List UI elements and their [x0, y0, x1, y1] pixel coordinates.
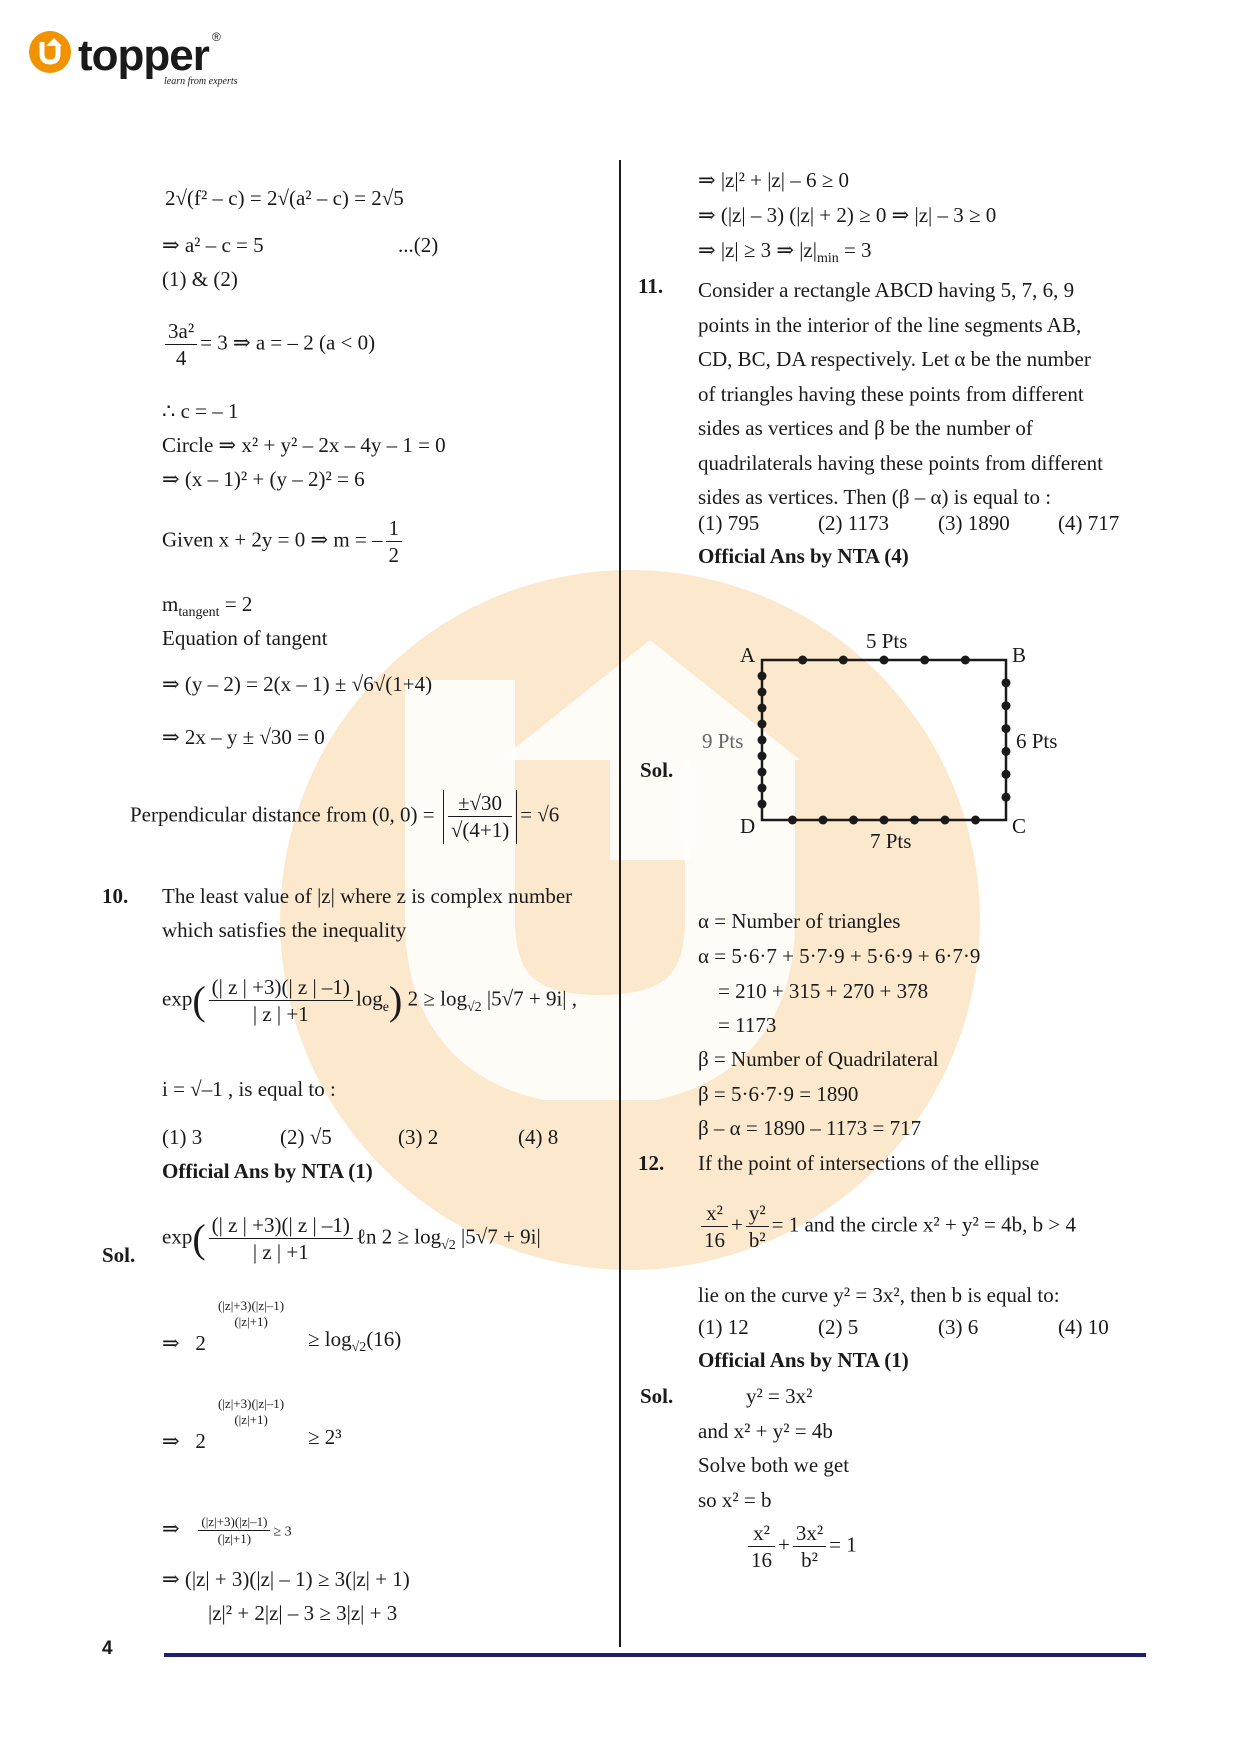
interior-points — [758, 656, 1011, 825]
left-point — [758, 704, 767, 713]
question-11-text — [698, 273, 1103, 515]
question-11-official-answer: Official Ans by NTA (4) — [698, 544, 909, 568]
right-point — [1002, 747, 1011, 756]
vertex-a-label: A — [740, 643, 756, 667]
right-point — [1002, 678, 1011, 687]
bottom-point — [849, 816, 858, 825]
fraction-x2-16-sol: $\frac{\text{x²}}{16}$ — [748, 1520, 775, 1574]
solution-12-step-4: so x² = b — [698, 1488, 772, 1512]
solution-10-label: Sol. — [102, 1243, 136, 1267]
right-point — [1002, 770, 1011, 779]
question-10-option-3: (3) 2 — [398, 1125, 439, 1149]
solution-10-step-2-rhs: ≥ $\log_{√2}(16)$ — [308, 1327, 402, 1356]
solution-10-step-8: ⇒ (|z| – 3) (|z| + 2) ≥ 0 ⇒ |z| – 3 ≥ 0 — [698, 203, 997, 227]
fraction-distance: $\frac{\pm√30}{√(4+1)}$ — [443, 790, 517, 844]
solution-12-label: Sol. — [640, 1384, 674, 1408]
beta-minus-alpha: β – α = 1890 – 1173 = 717 — [698, 1116, 922, 1140]
eq-a2-c: ⇒ a² – c = 5 — [162, 233, 264, 257]
beta-definition: β = Number of Quadrilateral — [698, 1047, 939, 1071]
question-12-option-1: (1) 12 — [698, 1315, 749, 1339]
solution-10-step-7: ⇒ |z|² + |z| – 6 ≥ 0 — [698, 168, 849, 192]
question-11-line: sides as vertices. Then (β – α) is equal to : — [698, 485, 1052, 509]
top-points-label: 5 Pts — [866, 629, 908, 653]
question-10-option-4: (4) 8 — [518, 1125, 559, 1149]
question-12-line-3: lie on the curve y² = 3x², then b is equal to: — [698, 1283, 1060, 1307]
solution-11-label: Sol. — [640, 758, 674, 782]
eq-m-tangent: $m_{tangent} = 2$ — [162, 592, 253, 621]
fraction-x2-16: $\frac{\text{x²}}{16}$ — [701, 1200, 728, 1254]
right-point — [1002, 793, 1011, 802]
registered-mark: ® — [212, 30, 221, 44]
question-12-ellipse: $\frac{\text{x²}}{16}$ + $\frac{\text{y²}}{\text{b²}}$ = 1 and the circle x² + y² = 4b, b > 4 — [698, 1200, 1076, 1254]
bottom-point — [880, 816, 889, 825]
bottom-point — [819, 816, 828, 825]
solution-10-step-3: ⇒ 2 — [162, 1429, 206, 1453]
question-11-option-3: (3) 1890 — [938, 511, 1010, 535]
left-point — [758, 736, 767, 745]
question-11-line: quadrilaterals having these points from different — [698, 450, 1103, 475]
fraction-half: $\frac{1}{2}$ — [386, 515, 403, 569]
bottom-point — [788, 816, 797, 825]
column-divider — [619, 160, 621, 1647]
question-11-line: points in the interior of the line segments AB, — [698, 312, 1082, 337]
brand-logo — [28, 30, 72, 80]
eq-given-line: Given x + 2y = 0 ⇒ m = – $\frac{1}{2}$ — [162, 515, 405, 569]
left-point — [758, 800, 767, 809]
question-12-option-2: (2) 5 — [818, 1315, 859, 1339]
right-point — [1002, 701, 1011, 710]
eq-tangent-1: ⇒ (y – 2) = 2(x – 1) ± √6√(1+4) — [162, 672, 433, 696]
question-10-line-2: which satisfies the inequality — [162, 918, 407, 942]
solution-12-step-5: $\frac{\text{x²}}{16}$ + $\frac{\text{3x²}}{\text{b²}}$ = 1 — [745, 1520, 857, 1574]
alpha-value: = 1173 — [718, 1013, 777, 1037]
left-point — [758, 784, 767, 793]
left-point — [758, 752, 767, 761]
eq-ref-2: ...(2) — [398, 233, 439, 257]
question-11-line: sides as vertices and β be the number of — [698, 416, 1033, 440]
right-point — [1002, 724, 1011, 733]
question-11-line: of triangles having these points from different — [698, 381, 1084, 406]
solution-10-step-9: ⇒ |z| ≥ 3 ⇒ $|z|_{min} = 3$ — [698, 238, 872, 267]
solution-10-step-4: ⇒ $\frac{(|z|+3)(|z|-1)}{(|z|+1)}$ ≥ 3 — [162, 1514, 292, 1547]
top-point — [961, 656, 970, 665]
question-10-option-2: (2) √5 — [280, 1125, 332, 1149]
question-10-number: 10. — [102, 884, 129, 908]
brand-name: topper — [78, 31, 209, 80]
question-10-official-answer: Official Ans by NTA (1) — [162, 1159, 373, 1183]
eq-tangent-2: ⇒ 2x – y ± √30 = 0 — [162, 725, 325, 749]
question-11-number: 11. — [638, 274, 664, 298]
question-10-line-1: The least value of |z| where z is complex number — [162, 884, 573, 908]
question-12-line-1: If the point of intersections of the ellipse — [698, 1151, 1040, 1175]
solution-12-step-2: and x² + y² = 4b — [698, 1419, 833, 1443]
left-points-label: 9 Pts — [702, 729, 744, 753]
eq-radicals: 2√(f² – c) = 2√(a² – c) = 2√5 — [165, 186, 404, 210]
heading-equation-of-tangent: Equation of tangent — [162, 626, 328, 650]
left-point — [758, 672, 767, 681]
question-11-line: CD, BC, DA respectively. Let α be the number — [698, 347, 1091, 371]
topper-logo-icon — [28, 30, 72, 74]
vertex-c-label: C — [1012, 814, 1027, 838]
question-10-i-def: i = √–1 , is equal to : — [162, 1077, 336, 1101]
alpha-definition: α = Number of triangles — [698, 909, 901, 933]
bottom-point — [971, 816, 980, 825]
solution-10-step-6: |z|² + 2|z| – 3 ≥ 3|z| + 3 — [208, 1601, 398, 1625]
eq-circle: Circle ⇒ x² + y² – 2x – 4y – 1 = 0 — [162, 433, 446, 457]
page-number: 4 — [102, 1638, 113, 1659]
question-12-option-3: (3) 6 — [938, 1315, 979, 1339]
top-point — [839, 656, 848, 665]
question-11-option-2: (2) 1173 — [818, 511, 889, 535]
vertex-b-label: B — [1012, 643, 1027, 667]
question-11-option-4: (4) 717 — [1058, 511, 1120, 535]
alpha-sum: = 210 + 315 + 270 + 378 — [718, 979, 929, 1003]
rectangle-abcd — [762, 660, 1006, 820]
question-11-line: Consider a rectangle ABCD having 5, 7, 6, 9 — [698, 278, 1075, 302]
fraction-step-4: $\frac{(|z|+3)(|z|-1)}{(|z|+1)}$ — [198, 1514, 270, 1548]
vertex-d-label: D — [740, 814, 756, 838]
top-point — [798, 656, 807, 665]
solution-10-step-5: ⇒ (|z| + 3)(|z| – 1) ≥ 3(|z| + 1) — [162, 1567, 410, 1591]
question-10-inequality: exp( $\frac{(| z | +3)(| z | -1)}{| z | +1}$ $\log_e$) $2 \ge \log_{√2} |5√7 + 9i|$ , — [162, 975, 578, 1027]
solution-10-exponent-2: (|z|+3)(|z|–1) (|z|+1) — [218, 1298, 285, 1330]
eq-circle-std: ⇒ (x – 1)² + (y – 2)² = 6 — [162, 467, 365, 491]
top-point — [920, 656, 929, 665]
left-point — [758, 768, 767, 777]
top-point — [880, 656, 889, 665]
solution-12-step-3: Solve both we get — [698, 1453, 850, 1477]
fraction-z-sol: $\frac{(| z | +3)(| z | -1)}{| z | +1}$ — [209, 1212, 353, 1266]
fraction-3x2-b2: $\frac{\text{3x²}}{\text{b²}}$ — [793, 1520, 826, 1574]
brand-tagline: learn from experts — [164, 76, 238, 87]
alpha-formula: α = 5·6·7 + 5·7·9 + 5·6·9 + 6·7·9 — [698, 944, 981, 968]
solution-12-step-1: y² = 3x² — [746, 1384, 813, 1408]
eq-c: ∴ c = – 1 — [162, 399, 239, 423]
fraction-3a2-4: $\frac{\text{3a²}}{4}$ — [165, 318, 197, 372]
solution-10-step-2: ⇒ 2 — [162, 1331, 206, 1355]
eq-combine: (1) & (2) — [162, 267, 238, 291]
footer-rule — [164, 1653, 1146, 1657]
solution-10-step-1: exp( $\frac{(| z | +3)(| z | -1)}{| z | +1}$ ℓn $2 \ge \log_{√2} |5√7 + 9i|$ — [162, 1213, 541, 1265]
eq-perp-distance: Perpendicular distance from (0, 0) = $\frac{\pm√30}{√(4+1)}$ = √6 — [130, 791, 560, 843]
solution-10-step-3-rhs: ≥ 2³ — [308, 1425, 342, 1449]
left-point — [758, 688, 767, 697]
question-12-option-4: (4) 10 — [1058, 1315, 1109, 1339]
question-12-official-answer: Official Ans by NTA (1) — [698, 1348, 909, 1372]
beta-formula: β = 5·6·7·9 = 1890 — [698, 1082, 859, 1106]
fraction-z: $\frac{(| z | +3)(| z | -1)}{| z | +1}$ — [209, 974, 353, 1028]
bottom-point — [941, 816, 950, 825]
solution-10-exponent-3: (|z|+3)(|z|–1) (|z|+1) — [218, 1396, 285, 1428]
question-12-number: 12. — [638, 1151, 665, 1175]
eq-3a2: $\frac{\text{3a²}}{4}$ = 3 ⇒ a = – 2 (a < 0) — [162, 318, 375, 372]
fraction-y2-b2: $\frac{\text{y²}}{\text{b²}}$ — [746, 1200, 769, 1254]
question-11-option-1: (1) 795 — [698, 511, 760, 535]
left-point — [758, 720, 767, 729]
bottom-points-label: 7 Pts — [870, 829, 912, 853]
question-10-option-1: (1) 3 — [162, 1125, 203, 1149]
right-points-label: 6 Pts — [1016, 729, 1058, 753]
bottom-point — [910, 816, 919, 825]
